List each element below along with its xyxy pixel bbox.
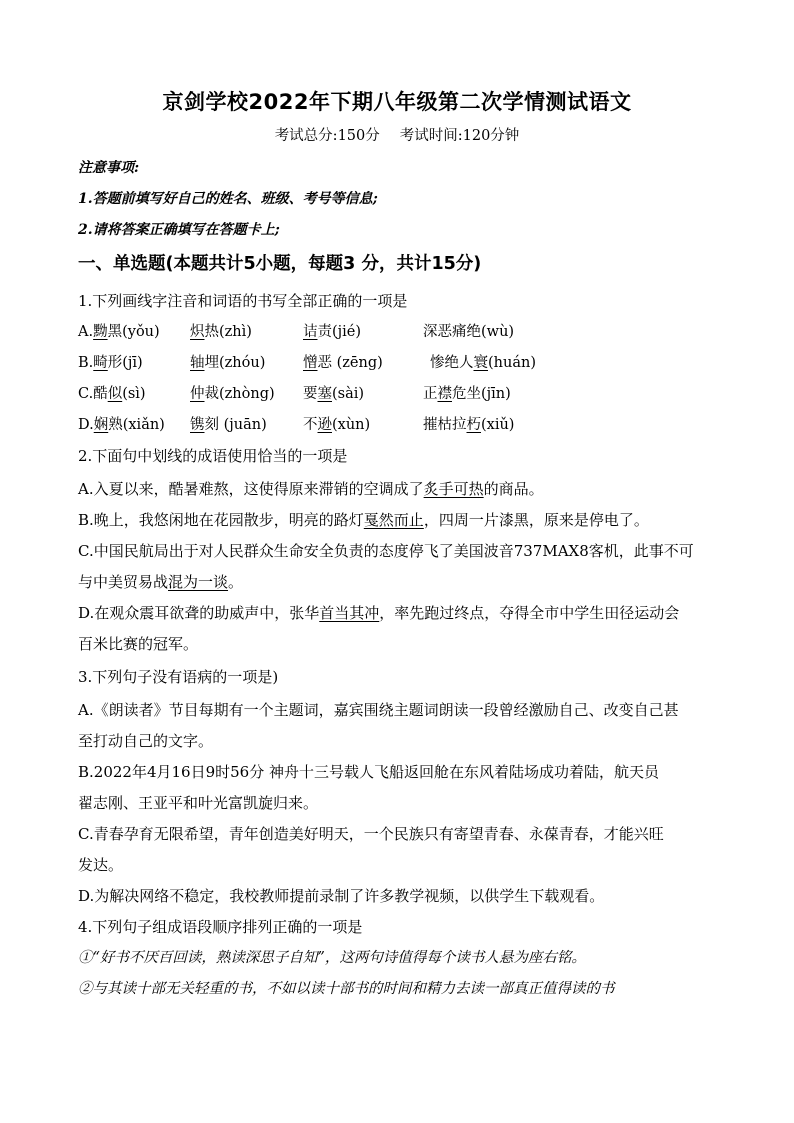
note-item-1: 1.答题前填写好自己的姓名、班级、考号等信息; bbox=[78, 191, 378, 207]
q2-option-c-line1: C.中国民航局出于对人民群众生命安全负责的态度停飞了美国波音737MAX8客机，此事不可 bbox=[78, 542, 694, 560]
exam-time: 考试时间:120分钟 bbox=[399, 128, 520, 144]
q3-option-c-line1: C.青春孕育无限希望，青年创造美好明天，一个民族只有寄望青春、永葆青春，才能兴旺 bbox=[78, 825, 664, 843]
exam-info bbox=[0, 124, 794, 145]
q3-option-c-line2: 发达。 bbox=[78, 856, 124, 874]
question-1-stem: 1.下列画线字注音和词语的书写全部正确的一项是 bbox=[78, 292, 408, 310]
q3-option-b-line2: 翟志刚、王亚平和叶光富凯旋归来。 bbox=[78, 794, 319, 812]
q2-option-b: B.晚上，我悠闲地在花园散步，明亮的路灯戛然而止，四周一片漆黑，原来是停电了。 bbox=[78, 511, 649, 529]
q4-sentence-2: ②与其读十部无关轻重的书，不如以读十部书的时间和精力去读一部真正值得读的书 bbox=[78, 981, 615, 997]
question-3-stem: 3.下列句子没有语病的一项是) bbox=[78, 668, 279, 686]
exam-page: 京剑学校2022年下期八年级第二次学情测试语文 考试总分:150分 考试时间:120分钟 注意事项: 1.答题前填写好自己的姓名、班级、考号等信息; 2.请将答案正确填写在答题卡上; 一、单选题(本题共计5小题，每题3 分，共计15分) 1.下列画线字注音和词语的书写全部正确的一项是 A.黝黑(yǒu) 炽热(zhì) 诘责(jié) 深恶痛绝(wù) B.畸形(jī) 轴埋(zhóu) 憎恶 (zēng) 惨绝人寰(huán) C.酷似(sì) 仲裁(zhòng) 要塞(sài) 正襟危坐(jīn) D.娴熟(xiǎn) 镌刻 (juān) 不逊(xùn) 摧枯拉朽(xiǔ) 2.下面句中划线的成语使用恰当的一项是 A.入夏以来，酷暑难熬，这使得原来滞销的空调成了炙手可热的商品。 B.晚上，我悠闲地在花园散步，明亮的路灯戛然而止，四周一片漆黑，原来是停电了。 C.中国民航局出于对人民群众生命安全负责的态度停飞了美国波音737MAX8客机，此事不可 与中美贸易战混为一谈。 D.在观众震耳欲聋的助威声中，张华首当其冲，率先跑过终点，夺得全市中学生田径运动会 百米比赛的冠军。 3.下列句子没有语病的一项是) A.《朗读者》节目每期有一个主题词，嘉宾围绕主题词朗读一段曾经激励自己、改变自己甚 至打动自己的文字。 B.2022年4月16日9时56分 神舟十三号载人飞船返回舱在东风着陆场成功着陆，航天员 翟志刚、王亚平和叶光富凯旋归来。 C.青春孕育无限希望，青年创造美好明天，一个民族只有寄望青春、永葆青春，才能兴旺 发达。 D.为解决网络不稳定，我校教师提前录制了许多教学视频，以供学生下载观看。 4.下列句子组成语段顺序排列正确的一项是 ①“好书不厌百回读，熟读深思子自知”，这两句诗值得每个读书人悬为座右铭。 ②与其读十部无关轻重的书，不如以读十部书的时间和精力去读一部真正值得读的书 bbox=[0, 0, 794, 1123]
exam-title: 京剑学校2022年下期八年级第二次学情测试语文 bbox=[162, 90, 632, 114]
q3-option-a-line1: A.《朗读者》节目每期有一个主题词，嘉宾围绕主题词朗读一段曾经激励自己、改变自己甚 bbox=[78, 701, 679, 719]
q2-option-d-line1: D.在观众震耳欲聋的助威声中，张华首当其冲，率先跑过终点，夺得全市中学生田径运动会 bbox=[78, 604, 680, 622]
q2-option-a: A.入夏以来，酷暑难熬，这使得原来滞销的空调成了炙手可热的商品。 bbox=[78, 480, 544, 498]
q3-option-d: D.为解决网络不稳定，我校教师提前录制了许多教学视频，以供学生下载观看。 bbox=[78, 887, 605, 905]
notes-heading: 注意事项: bbox=[78, 160, 140, 176]
q3-option-a-line2: 至打动自己的文字。 bbox=[78, 732, 214, 750]
q3-option-b-line1: B.2022年4月16日9时56分 神舟十三号载人飞船返回舱在东风着陆场成功着陆，航天员 bbox=[78, 763, 659, 781]
total-score: 考试总分:150分 bbox=[274, 128, 380, 144]
q2-option-c-line2: 与中美贸易战混为一谈。 bbox=[78, 573, 244, 591]
section-heading: 一、单选题(本题共计5小题，每题3 分，共计15分) bbox=[78, 254, 482, 274]
question-2-stem: 2.下面句中划线的成语使用恰当的一项是 bbox=[78, 447, 348, 465]
q2-option-d-line2: 百米比赛的冠军。 bbox=[78, 635, 199, 653]
q4-sentence-1: ①“好书不厌百回读，熟读深思子自知”，这两句诗值得每个读书人悬为座右铭。 bbox=[78, 950, 586, 966]
note-item-2: 2.请将答案正确填写在答题卡上; bbox=[78, 222, 280, 238]
question-4-stem: 4.下列句子组成语段顺序排列正确的一项是 bbox=[78, 918, 363, 936]
